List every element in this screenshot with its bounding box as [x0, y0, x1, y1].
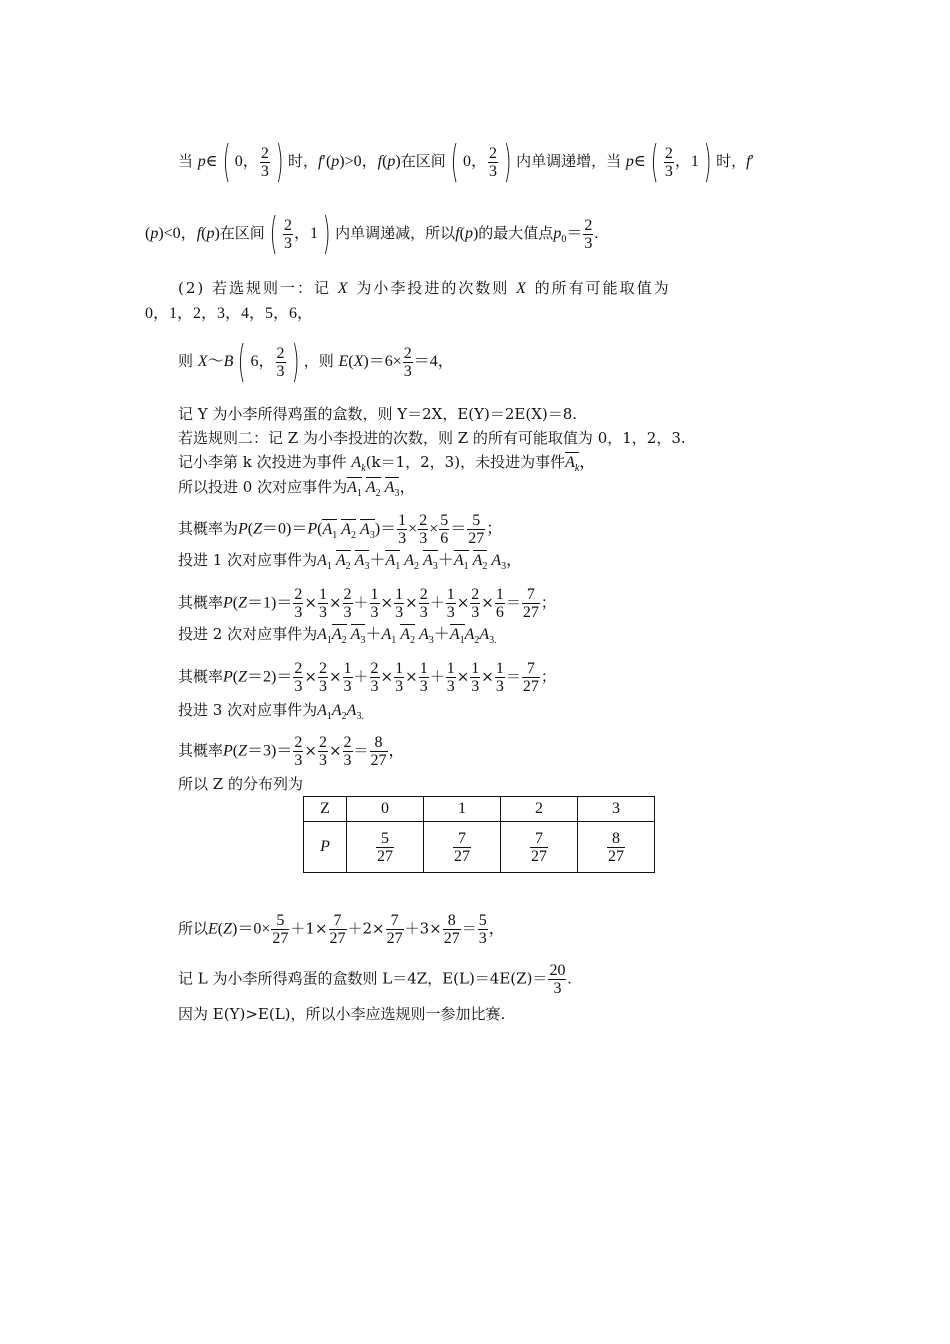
- two-event-line: 投进 2 次对应事件为$A_1A_2$ $A_3+A_1$ $A_2$ $A_3+A_1A_2A_{3.}$: [178, 625, 497, 647]
- event-line: 记小李第 k 次投进为事件 $A_k(k=1$，2，3)，未投进为事件$A_k$，: [178, 453, 596, 475]
- prob3-line: 其概率P(Z＝3)＝ $\frac{2}{3}$ × $\frac{2}{3}$ × $\frac{2}{3}$ ＝ $\frac{8}{27}$ ，: [178, 734, 405, 769]
- one-event-line: 投进 1 次对应事件为$A_1$ $A_2$ $A_3+A_1$ $A_2$ $A_3+A_1$ $A_2$ $A_3$，: [178, 551, 523, 573]
- fraction: $\frac{2}{3}$: [260, 144, 269, 180]
- three-event-line: 投进 3 次对应事件为$A_1A_2A_{3.}$: [178, 701, 364, 723]
- dist-title: 所以 Z 的分布列为: [178, 775, 303, 793]
- distribution-table: [303, 796, 655, 873]
- rule1-line: (2) 若选规则一：记 X 为小李投进的次数则 X 的所有可能取值为: [178, 279, 671, 297]
- rule2-line: 若选规则二：记 Z 为小李投进的次数，则 Z 的所有可能取值为 0，1，2，3.: [178, 429, 686, 447]
- line-1: 当 p∈ ( 0， $\frac{2}{3}$ ) 时，f′(p)>0，f(p)在区间 ( 0， $\frac{2}{3}$ ) 内单调递增，当 p∈ ( $\frac{2}{3}$ ，1 ) 时，f′: [178, 136, 755, 187]
- conclusion-line: 因为 E(Y)>E(L)，所以小李应选规则一参加比赛.: [178, 1005, 506, 1023]
- prob0-line: 其概率为$P(Z=0)=P(A_1$ $A_2$ $A_3)=$ $\frac{1}{3}$ × $\frac{2}{3}$ × $\frac{5}{6}$ ＝ $\frac{5}{27}$ ；: [178, 512, 503, 547]
- binomial-line: 则 X～B ( 6， $\frac{2}{3}$ ) ，则 E(X)＝6× $\frac{2}{3}$ ＝4，: [178, 336, 454, 387]
- prob1-line: 其概率P(Z＝1)＝ $\frac{2}{3}$ × $\frac{1}{3}$ × $\frac{2}{3}$ ＋ $\frac{1}{3}$ × $\frac{1}{3}$ × $\frac{2}{3}$ ＋ $\frac{1}{3}$ × $\frac{2}{3}$ × $\frac{1}{6}$ ＝ $\frac{7}{27}$ ；: [178, 586, 556, 621]
- zero-event-line: 所以投进 0 次对应事件为$A_1$ $A_2$ $A_3$，: [178, 478, 416, 500]
- line-2: (p)<0，f(p)在区间 ( $\frac{2}{3}$ ，1 ) 内单调递减，所以f(p)的最大值点$p_0=$ $\frac{2}{3}$ .: [145, 208, 599, 259]
- table-row: Z 0 1 2 3: [304, 797, 655, 822]
- rule1-values: 0，1，2，3，4，5，6，: [145, 305, 314, 322]
- el-line: 记 L 为小李所得鸡蛋的盒数则 L＝4Z，E(L)＝4E(Z)＝ $\frac{20}{3}$ .: [178, 962, 572, 997]
- table-row: P $\frac{5}{27}$ $\frac{7}{27}$ $\frac{7}{27}$ $\frac{8}{27}$: [304, 822, 655, 873]
- ez-line: 所以E(Z)＝0× $\frac{5}{27}$ ＋1× $\frac{7}{27}$ ＋2× $\frac{7}{27}$ ＋3× $\frac{8}{27}$ ＝ $\frac{5}{3}$ ，: [178, 912, 505, 947]
- prob2-line: 其概率P(Z＝2)＝ $\frac{2}{3}$ × $\frac{2}{3}$ × $\frac{1}{3}$ ＋ $\frac{2}{3}$ × $\frac{1}{3}$ × $\frac{1}{3}$ ＋ $\frac{1}{3}$ × $\frac{1}{3}$ × $\frac{1}{3}$ ＝ $\frac{7}{27}$ ；: [178, 660, 556, 695]
- y-line: 记 Y 为小李所得鸡蛋的盒数，则 Y＝2X，E(Y)＝2E(X)＝8.: [178, 405, 578, 423]
